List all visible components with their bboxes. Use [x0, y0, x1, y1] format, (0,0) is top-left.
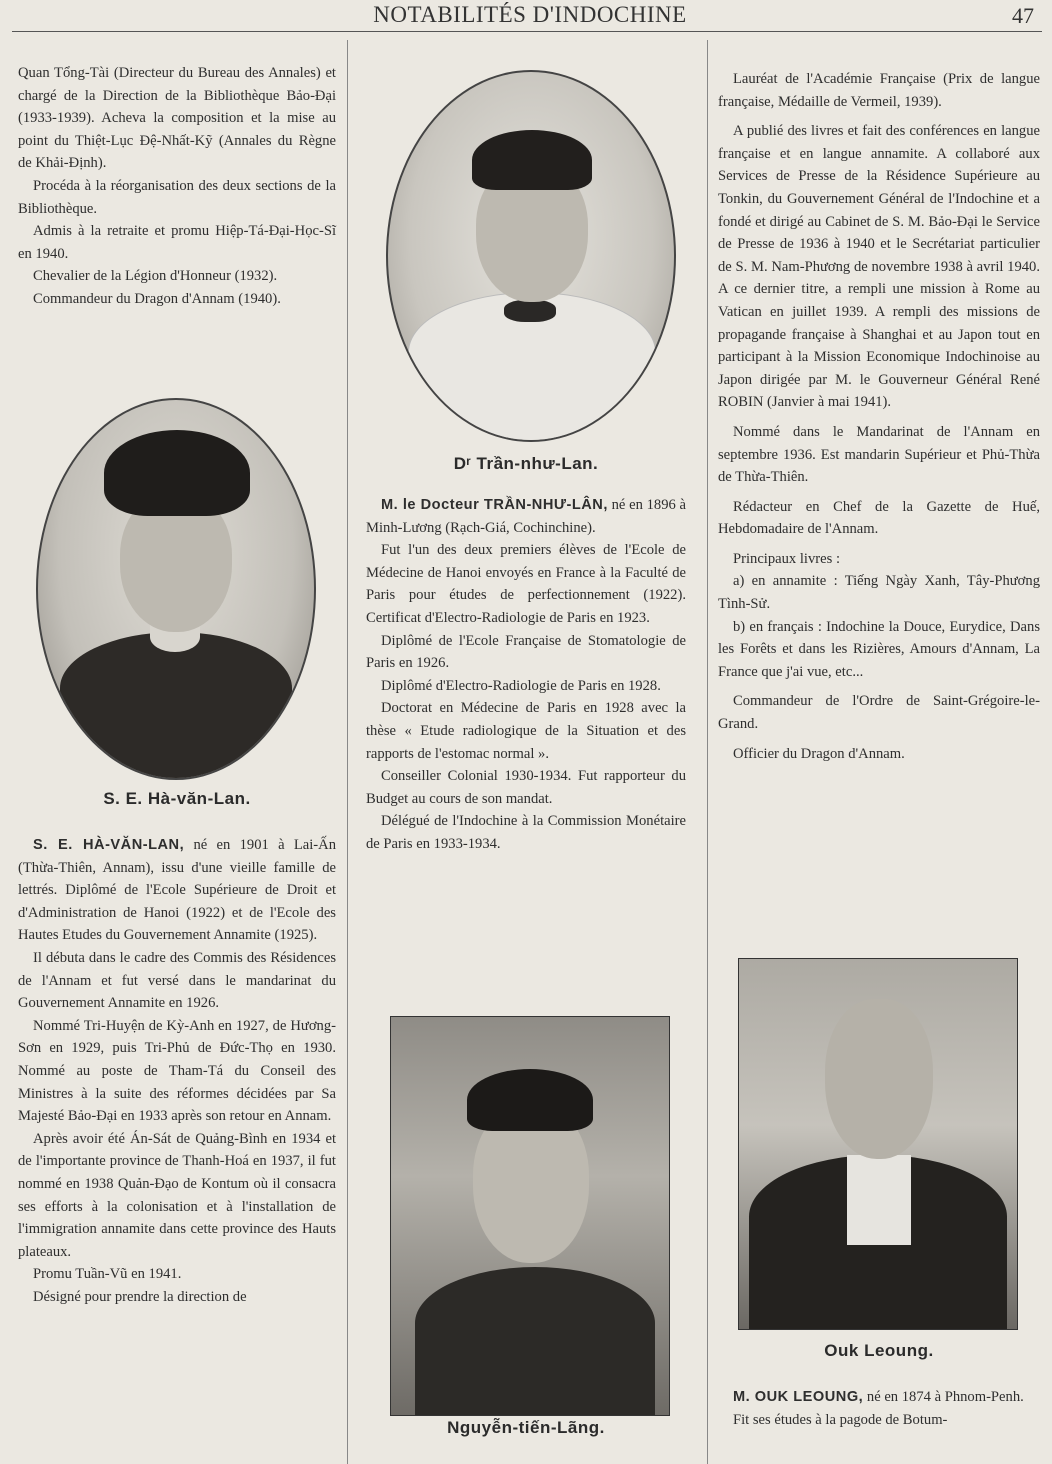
- portrait-ha-van-lan: [36, 398, 316, 780]
- caption-tran-nhu-lan: Dʳ Trần-như-Lan.: [453, 454, 599, 473]
- page-header-title: NOTABILITÉS D'INDOCHINE: [373, 2, 687, 27]
- person-name: M. le Docteur TRẦN-NHƯ-LÂN,: [381, 497, 608, 513]
- paragraph: Conseiller Colonial 1930-1934. Fut rapporteur du Budget au cours de son mandat.: [366, 768, 686, 807]
- portrait-tran-nhu-lan: [386, 70, 676, 442]
- paragraph: a) en annamite : Tiếng Ngày Xanh, Tây-Phương Tình-Sử.: [718, 573, 1040, 613]
- paragraph-lead: [718, 1386, 1040, 1409]
- column-divider-left: [347, 40, 348, 1464]
- person-name: S. E. HÀ-VĂN-LAN,: [33, 837, 185, 853]
- paragraph-lead: [366, 494, 686, 539]
- right-column-top-text: [718, 68, 1040, 765]
- paragraph: Officier du Dragon d'Annam.: [733, 745, 905, 762]
- paragraph: A publié des livres et fait des conférences en langue française et en langue annamite. A collaboré aux Services de Presse de la Résidence Supérieure au Tonkin, du Gouvernement Général de l'Indochine et a fondé et dirigé au Cabinet de S. M. Bảo-Đại le Service de Presse de 1936 à 1940 et le Secrétariat particulier de S. M. Nam-Phương de novembre 1938 à avril 1940. A ce dernier titre, a rempli une mission à Rome au Vatican en juillet 1939. A rempli des missions de propagande française à Shanghai et au Japon tout en participant à la Mission Economique Indochinoise au Japon dirigée par M. le Gouverneur Général René ROBIN (Janvier à mai 1941).: [718, 123, 1040, 411]
- paragraph: Quan Tổng-Tài (Directeur du Bureau des Annales) et chargé de la Direction de la Bibliothèque Bảo-Đại (1933-1939). Acheva la composition et la mise au point du Thiệt-Lục Đệ-Nhất-Kỹ (Annales du Règne de Khải-Định).: [18, 65, 336, 172]
- paragraph: Délégué de l'Indochine à la Commission Monétaire de Paris en 1933-1934.: [366, 813, 686, 852]
- paragraph: Procéda à la réorganisation des deux sections de la Bibliothèque.: [18, 177, 336, 217]
- person-name: M. OUK LEOUNG,: [733, 1389, 864, 1405]
- paragraph: Commandeur de l'Ordre de Saint-Grégoire-le-Grand.: [718, 693, 1040, 733]
- paragraph-text: né en 1901 à Lai-Ấn (Thừa-Thiên, Annam), issu d'une vieille famille de lettrés. Diplômé de l'Ecole Supérieure de Droit et d'Administration de Hanoi (1922) et de l'Ecole des Hautes Etudes du Gouvernement Annamite (1925).: [18, 837, 337, 944]
- page-number: 47: [1012, 3, 1034, 28]
- paragraph: Principaux livres :: [733, 550, 841, 567]
- paragraph: Lauréat de l'Académie Française (Prix de langue française, Médaille de Vermeil, 1939).: [718, 71, 1040, 110]
- column-divider-right: [707, 40, 708, 1464]
- paragraph-lead: [18, 834, 336, 947]
- paragraph: b) en français : Indochine la Douce, Eurydice, Dans les Forêts et dans les Rizières, Amours d'Annam, La France que j'ai vue, etc...: [718, 618, 1040, 680]
- paragraph: Diplômé de l'Ecole Française de Stomatologie de Paris en 1926.: [366, 632, 686, 672]
- paragraph: Promu Tuần-Vũ en 1941.: [33, 1266, 182, 1283]
- paragraph: Fit ses études à la pagode de Botum-: [733, 1411, 948, 1428]
- caption-ouk-leoung: Ouk Leoung.: [824, 1341, 934, 1360]
- portrait-nguyen-tien-lang: [390, 1016, 670, 1416]
- paragraph: Désigné pour prendre la direction de: [33, 1288, 247, 1305]
- paragraph: Fut l'un des deux premiers élèves de l'Ecole de Médecine de Hanoi envoyés en France à la Faculté de Paris pour études de perfectionnement (1922). Certificat d'Electro-Radiologie de Paris en 1923.: [366, 542, 686, 626]
- portrait-ouk-leoung: [738, 958, 1018, 1330]
- left-column-top-text: [18, 62, 336, 311]
- right-column-bottom-text: [718, 1386, 1040, 1431]
- middle-column-text: [366, 494, 686, 856]
- paragraph: Après avoir été Án-Sát de Quảng-Bình en 1934 et de l'importante province de Thanh-Hoá en 1937, il fut nommé en 1938 Quản-Đạo de Kontum où il consacra ses efforts à la colonisation et à l'installation de l'immigration annamite dans cette province des Hauts plateaux.: [18, 1130, 336, 1260]
- paragraph: Diplômé d'Electro-Radiologie de Paris en 1928.: [381, 677, 661, 694]
- header-rule: [12, 31, 1042, 32]
- paragraph: Nommé Tri-Huyện de Kỳ-Anh en 1927, de Hương-Sơn en 1929, puis Tri-Phủ de Đức-Thọ en 1930. Nommé au poste de Tham-Tá du Conseil des Ministres à la suite des réformes décidées par Sa Majesté Bảo-Đại en 1933 après son retour en Annam.: [18, 1017, 336, 1125]
- paragraph-text: né en 1896 à Minh-Lương (Rạch-Giá, Cochinchine).: [366, 497, 687, 536]
- paragraph: Commandeur du Dragon d'Annam (1940).: [33, 290, 281, 307]
- left-column-bottom-text: [18, 834, 336, 1308]
- paragraph: Chevalier de la Légion d'Honneur (1932).: [33, 268, 278, 285]
- caption-nguyen-tien-lang: Nguyễn-tiến-Lãng.: [447, 1418, 605, 1437]
- caption-ha-van-lan: S. E. Hà-văn-Lan.: [103, 789, 251, 808]
- paragraph: Il débuta dans le cadre des Commis des Résidences de l'Annam et fut versé dans le mandarinat du Gouvernement Annamite en 1926.: [18, 949, 336, 1012]
- paragraph: Nommé dans le Mandarinat de l'Annam en septembre 1936. Est mandarin Supérieur et Phủ-Thừa de Thừa-Thiên.: [718, 423, 1040, 486]
- paragraph: Rédacteur en Chef de la Gazette de Huế, Hebdomadaire de l'Annam.: [718, 498, 1040, 538]
- paragraph: Doctorat en Médecine de Paris en 1928 avec la thèse « Etude radiologique de la Situation et des rapports de l'estomac normal ».: [366, 700, 686, 762]
- paragraph-text: né en 1874 à Phnom-Penh.: [863, 1389, 1024, 1405]
- paragraph: Admis à la retraite et promu Hiệp-Tá-Đại-Học-Sĩ en 1940.: [18, 223, 336, 262]
